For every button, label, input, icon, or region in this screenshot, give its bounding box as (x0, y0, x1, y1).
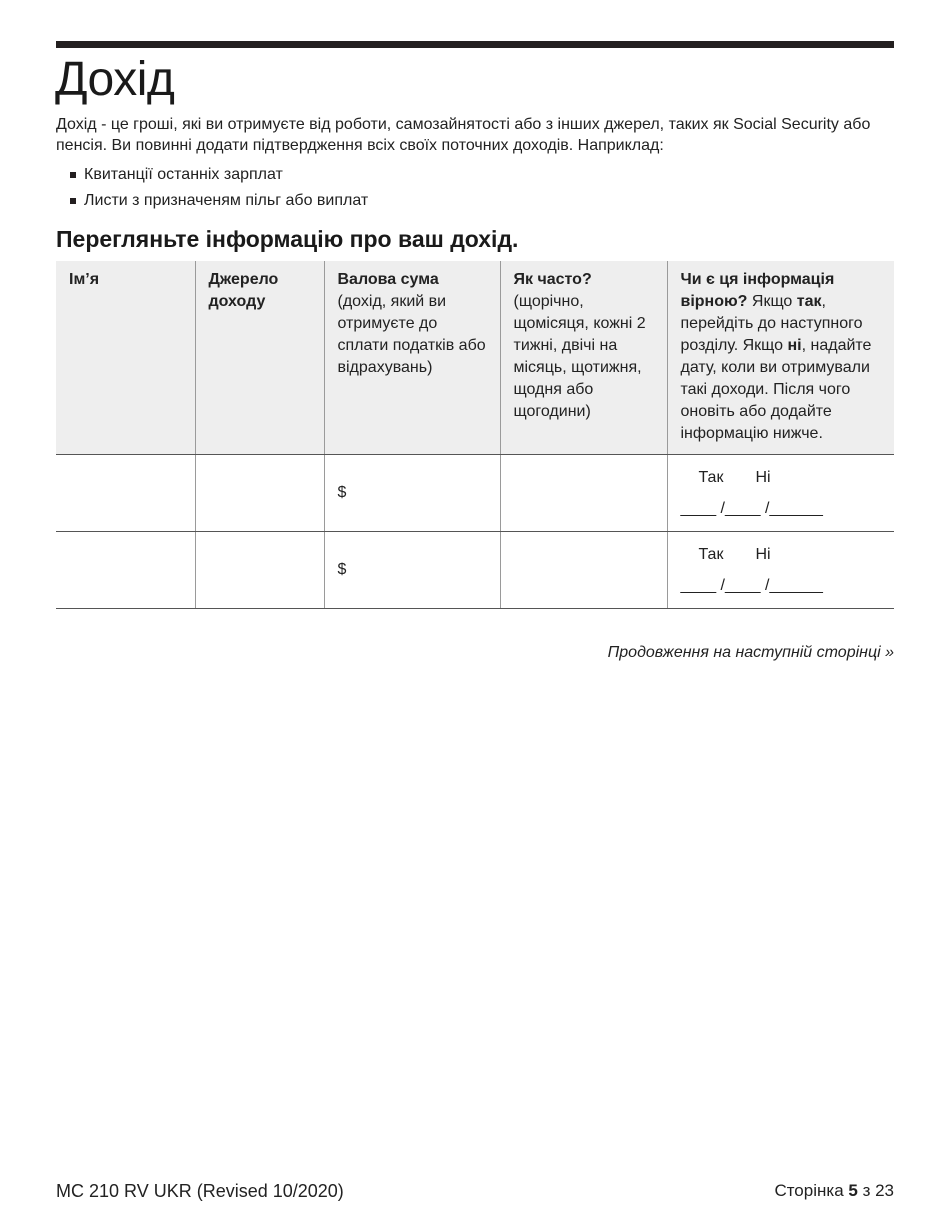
header-source: Джерело доходу (195, 261, 324, 454)
header-is-correct: Чи є ця інформація вірною? Якщо так, перейдіть до наступного розділу. Якщо ні, надайте дату, коли ви отримували такі доходи. Після чого оновіть або додайте інформацію нижче. (667, 261, 894, 454)
yes-no-options (699, 545, 771, 565)
gross-amount-cell[interactable] (324, 531, 500, 608)
header-name: Ім’я (56, 261, 195, 454)
table-header-row (56, 261, 894, 454)
income-table (56, 261, 894, 609)
dollar-sign: $ (337, 483, 347, 501)
table-row (56, 454, 894, 531)
yes-option[interactable]: Так (698, 545, 724, 563)
dollar-sign: $ (337, 560, 347, 578)
evidence-list (70, 162, 368, 214)
source-cell[interactable] (195, 454, 324, 531)
list-item-text: Квитанції останніх зарплат (84, 166, 283, 183)
table-row (56, 531, 894, 608)
top-rule (56, 41, 894, 48)
intro-paragraph: Дохід - це гроші, які ви отримуєте від роботи, самозайнятості або з інших джерел, таких як Social Security або пенсія. Ви повинні додати підтвердження всіх своїх поточних доходів. Наприклад: (56, 116, 871, 154)
list-item-text: Листи з призначеням пільг або виплат (84, 192, 369, 209)
frequency-cell[interactable] (500, 454, 667, 531)
yes-option[interactable]: Так (698, 468, 724, 486)
page-title: Дохід (55, 53, 175, 106)
no-option[interactable]: Ні (755, 545, 771, 563)
list-item (70, 162, 368, 188)
list-item (70, 188, 368, 214)
yes-no-options (699, 468, 771, 488)
name-cell[interactable] (56, 531, 195, 608)
page-number: Сторінка 5 з 23 (774, 1181, 894, 1200)
name-cell[interactable] (56, 454, 195, 531)
header-frequency: Як часто? (щорічно, щомісяця, кожні 2 тижні, двічі на місяць, щотижня, щодня або щогодини) (500, 261, 667, 454)
continued-note: Продовження на наступній сторінці » (607, 644, 894, 661)
bullet-square-icon (70, 198, 76, 204)
source-cell[interactable] (195, 531, 324, 608)
date-field[interactable]: ____ /____ /______ (680, 499, 823, 517)
date-field[interactable]: ____ /____ /______ (680, 576, 823, 594)
no-option[interactable]: Ні (755, 468, 771, 486)
is-correct-cell (667, 531, 894, 608)
is-correct-cell (667, 454, 894, 531)
gross-amount-cell[interactable] (324, 454, 500, 531)
frequency-cell[interactable] (500, 531, 667, 608)
bullet-square-icon (70, 172, 76, 178)
section-heading: Перегляньте інформацію про ваш дохід. (56, 226, 519, 252)
header-gross-amount: Валова сума (дохід, який ви отримуєте до сплати податків або відрахувань) (324, 261, 500, 454)
form-identifier: MC 210 RV UKR (Revised 10/2020) (56, 1181, 344, 1201)
